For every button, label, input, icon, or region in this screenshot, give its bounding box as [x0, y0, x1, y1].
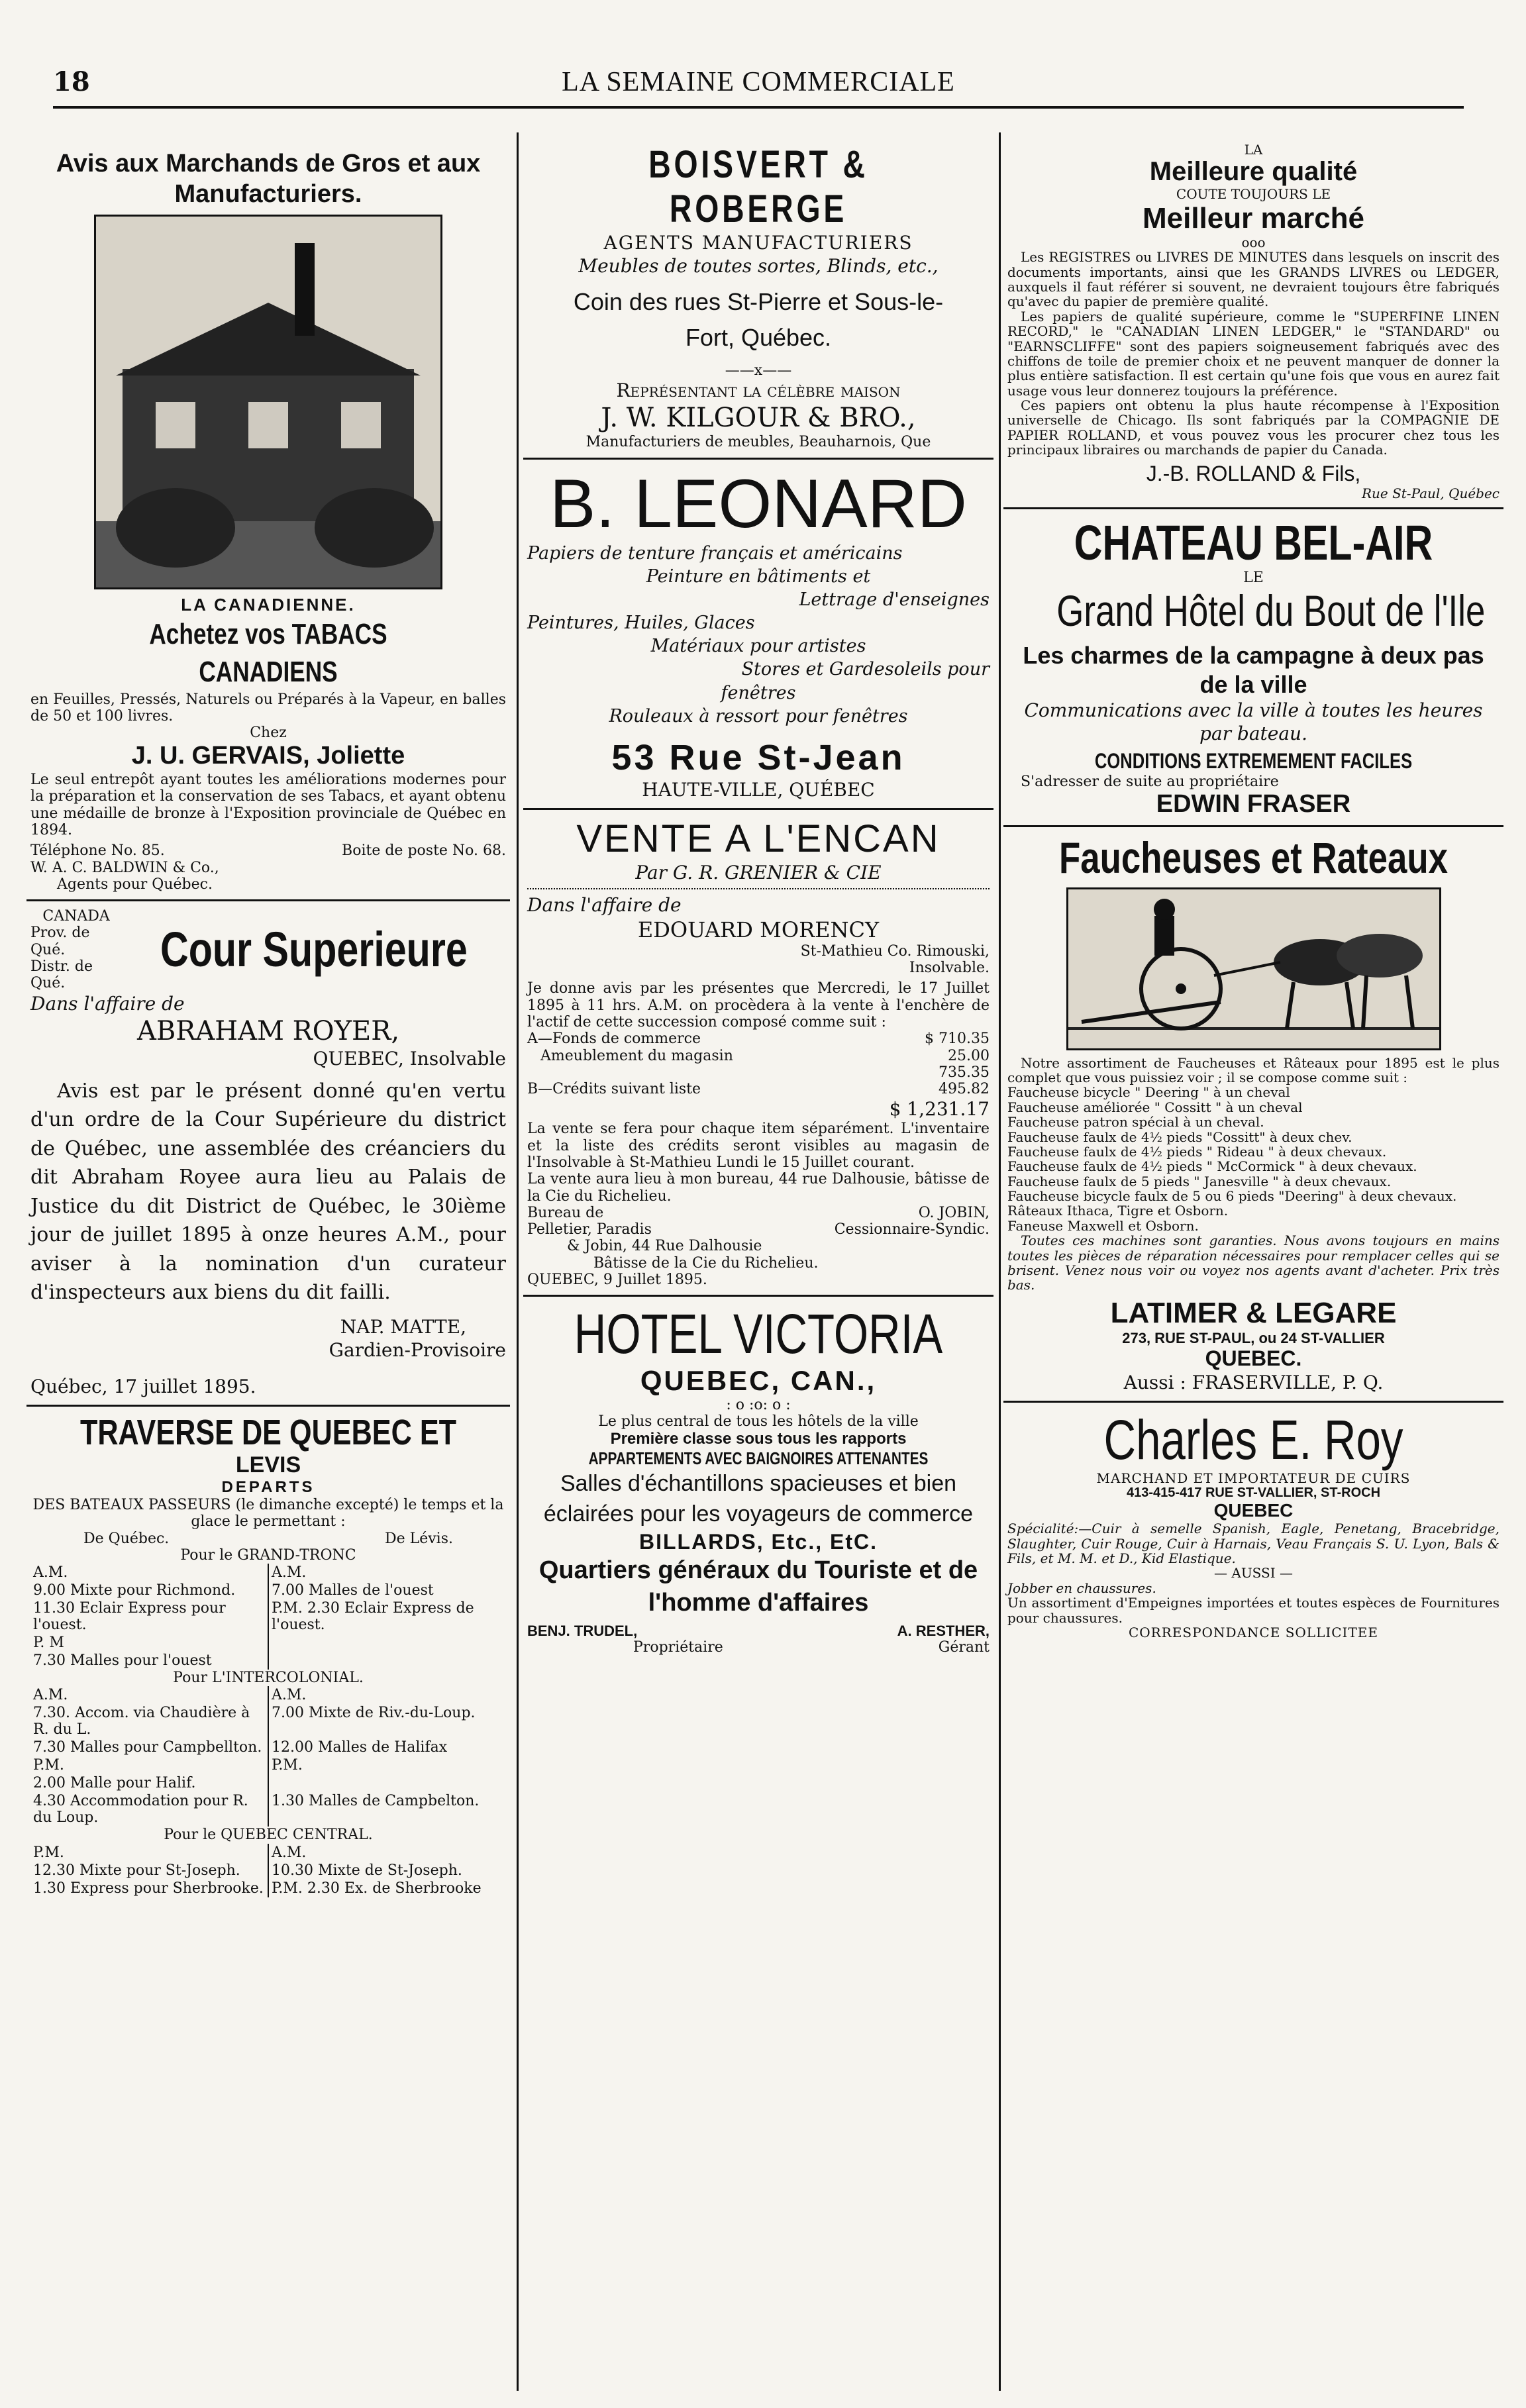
vente-pelletier: Pelletier, Paradis: [527, 1221, 652, 1238]
cour-distr: Distr. de Qué.: [30, 958, 93, 992]
from-quebec-cell: P. M: [30, 1634, 268, 1652]
leonard-service-line: Matériaux pour artistes: [650, 636, 866, 657]
tabacs-line1: Achetez vos TABACS CANADIENS: [149, 618, 387, 689]
from-levis-cell: A.M.: [272, 1564, 307, 1581]
vente-total: $ 1,231.17: [889, 1098, 990, 1121]
grand-tronc-row: [30, 1564, 506, 1581]
hotel-prop2: A. RESTHER,: [897, 1622, 990, 1639]
faucheuse-item: Faucheuse améliorée " Cossitt " à un cheval: [1007, 1099, 1303, 1115]
cour-canada: CANADA: [42, 908, 110, 925]
from-levis: De Lévis.: [384, 1530, 453, 1547]
column-3: [1003, 136, 1503, 2387]
faucheuses-ad: [1003, 827, 1503, 1403]
from-quebec-cell: 7.30 Malles pour Campbellton.: [30, 1738, 268, 1756]
from-levis-cell: 7.00 Mixte de Riv.-du-Loup.: [272, 1705, 476, 1722]
intercolonial-heading: Pour L'INTERCOLONIAL.: [173, 1670, 364, 1687]
vente-date: QUEBEC, 9 Juillet 1895.: [527, 1272, 707, 1289]
cour-jurisdiction: [30, 908, 122, 991]
faucheuses-firm: LATIMER & LEGARE: [1110, 1296, 1397, 1329]
roy-specialite: Spécialité:—Cuir à semelle Spanish, Eagle, Penetang, Bracebridge, Slaughter, Cuir Rouge, Cuir à Harnais, Veau Français S. U. Lyon, Bals & Fils, et M. M. et D., Kid Elastique.: [1007, 1521, 1500, 1567]
vente-body2: La vente se fera pour chaque item séparément. L'inventaire et la liste des crédits seront visibles au magasin de l'Insolvable à St-Mathieu Lundi le 15 Juillet courant.: [527, 1121, 990, 1171]
leonard-service-line: Rouleaux à ressort pour fenêtres: [609, 705, 908, 727]
from-quebec: De Québec.: [83, 1530, 170, 1547]
roy-addr: 413-415-417 RUE ST-VALLIER, ST-ROCH: [1126, 1485, 1381, 1500]
traverse-ad: [26, 1407, 510, 1904]
boisvert-firm-desc: Manufacturiers de meubles, Beauharnois, Que: [585, 434, 931, 451]
page-number: 18: [53, 66, 90, 97]
from-levis-cell: A.M.: [272, 1687, 307, 1704]
hotel-billards: BILLARDS, Etc., EtC.: [638, 1529, 878, 1554]
vente-title: VENTE A L'ENCAN: [576, 817, 941, 860]
chateau-conditions: CONDITIONS EXTREMEMENT FACILES: [1094, 748, 1413, 773]
tabacs-heading: Avis aux Marchands de Gros et aux Manufacturiers.: [56, 150, 481, 208]
boisvert-name: BOISVERT & ROBERGE: [648, 143, 868, 230]
roy-ad: [1003, 1403, 1503, 1646]
cour-header: [30, 908, 506, 991]
boisvert-agents: AGENTS MANUFACTURIERS: [603, 232, 913, 254]
from-quebec-cell: 9.00 Mixte pour Richmond.: [30, 1581, 268, 1599]
quebec-central-row: [30, 1862, 506, 1880]
vente-dots: [527, 888, 990, 889]
tabacs-line2: en Feuilles, Pressés, Naturels ou Préparés à la Vapeur, en balles de 50 et 100 livres.: [30, 691, 506, 725]
tobacco-factory-illustration: [94, 215, 442, 589]
mower-illustration: [1066, 887, 1441, 1050]
vente-cessionnaire: Cessionnaire-Syndic.: [834, 1221, 990, 1238]
vente-status: Insolvable.: [909, 960, 990, 977]
tabacs-contact-row: [30, 842, 506, 859]
hotel-quartiers: Quartiers généraux du Touriste et de l'homme d'affaires: [538, 1556, 978, 1617]
boisvert-address: Coin des rues St-Pierre et Sous-le-Fort, Québec.: [573, 288, 944, 351]
cour-date: Québec, 17 juillet 1895.: [30, 1375, 256, 1397]
cour-prov: Prov. de Qué.: [30, 925, 90, 958]
quebec-central-row: [30, 1880, 506, 1897]
from-quebec-cell: 12.30 Mixte pour St-Joseph.: [30, 1862, 268, 1880]
chateau-comm: Communications avec la ville à toutes les heures par bateau.: [1024, 699, 1483, 744]
hotel-victoria-ad: [523, 1297, 993, 1662]
grand-tronc-schedule: [30, 1564, 506, 1670]
vente-ad: [523, 810, 993, 1297]
hotel-prop1: BENJ. TRUDEL,: [527, 1622, 638, 1639]
hotel-owner-titles: [527, 1639, 990, 1656]
intercolonial-row: [30, 1738, 506, 1756]
faucheuses-intro: Notre assortiment de Faucheuses et Râteaux pour 1895 est le plus complet que vous puissiez voir ; il se compose comme suit :: [1007, 1054, 1500, 1085]
from-levis-cell: P.M. 2.30 Ex. de Sherbrooke: [272, 1880, 482, 1897]
cour-place: QUEBEC, Insolvable: [313, 1047, 506, 1070]
vente-bureau: Bureau de: [527, 1204, 604, 1221]
hotel-central: Le plus central de tous les hôtels de la ville: [598, 1413, 919, 1430]
roy-jobber: Jobber en chaussures.: [1007, 1580, 1156, 1596]
faucheuse-item: Faucheuse bicycle faulx de 5 ou 6 pieds "Deering" à deux chevaux.: [1007, 1188, 1457, 1205]
faucheuse-item: Faneuse Maxwell et Osborn.: [1007, 1217, 1199, 1234]
boisvert-represent: Représentant la célèbre maison: [616, 379, 901, 402]
vente-line-a2: [527, 1048, 990, 1064]
vente-bureau-row: [527, 1205, 990, 1221]
chateau-ad: [1003, 509, 1503, 827]
page-header: [53, 60, 1464, 113]
hotel-owners: [527, 1623, 990, 1639]
rolland-coute: COUTE TOUJOURS LE: [1176, 186, 1331, 203]
cour-body: Avis est par le présent donné qu'en vertu d'un ordre de la Cour Supérieure du district de Québec, une assemblée des créanciers du dit Abraham Royee aura lieu au Palais de Justice du dit District de Québec, le 30ième jour de juillet 1895 à onze heures A.M., pour aviser à la nomination d'un curateur d'inspecteurs aux biens du dit failli.: [30, 1079, 506, 1305]
vente-a-value: $ 710.35: [925, 1030, 990, 1048]
from-quebec-cell: A.M.: [30, 1686, 268, 1704]
vente-body3: La vente aura lieu à mon bureau, 44 rue Dalhousie, bâtisse de la Cie du Richelieu.: [527, 1171, 990, 1205]
faucheuses-list: [1007, 1085, 1500, 1233]
leonard-service-line: fenêtres: [721, 682, 796, 703]
leonard-city: HAUTE-VILLE, QUÉBEC: [642, 778, 875, 801]
header-rule: [53, 106, 1464, 109]
traverse-origins: [30, 1530, 506, 1547]
vente-a2-label: Ameublement du magasin: [540, 1047, 733, 1064]
from-levis-cell: 12.00 Malles de Halifax: [272, 1739, 448, 1756]
from-levis-cell: 10.30 Mixte de St-Joseph.: [272, 1862, 462, 1879]
vente-affaire: Dans l'affaire de: [527, 893, 682, 916]
faucheuses-title: Faucheuses et Rateaux: [1059, 832, 1448, 882]
vente-subtotal: 735.35: [939, 1064, 990, 1081]
chateau-owner: EDWIN FRASER: [1156, 789, 1351, 818]
intercolonial-schedule: [30, 1686, 506, 1827]
rolland-p1: Les REGISTRES ou LIVRES DE MINUTES dans lesquels on inscrit des documents importants, ainsi que les GRANDS LIVRES ou LEDGER, auxquels il faut référer si souvent, ne devraient toujours être fabriqués qu'avec du papier de première qualité.: [1007, 249, 1500, 310]
from-levis-cell: P.M.: [272, 1757, 303, 1774]
column-divider-1: [517, 132, 519, 2391]
intercolonial-row: [30, 1756, 506, 1774]
cour-name: ABRAHAM ROYER,: [136, 1015, 400, 1046]
vente-addr1: & Jobin, 44 Rue Dalhousie: [567, 1238, 762, 1255]
rolland-p3: Ces papiers ont obtenu la plus haute récompense à l'Exposition universelle de Chicago. Ils sont fabriqués par la COMPAGNIE DE PAPIER ROLLAND, et vous pouvez vous les procurer chez tous les principaux libraires ou marchands de papier du Canada.: [1007, 397, 1500, 458]
intercolonial-row: [30, 1774, 506, 1792]
roy-aussi: — AUSSI —: [1214, 1565, 1293, 1581]
roy-assort: Un assortiment d'Empeignes importées et toutes espèces de Fournitures pour chaussures.: [1007, 1595, 1500, 1626]
column-divider-2: [999, 132, 1001, 2391]
rolland-marche: Meilleur marché: [1142, 201, 1365, 234]
rolland-ad: [1003, 136, 1503, 509]
from-quebec-cell: A.M.: [30, 1564, 268, 1581]
from-levis-cell: A.M.: [272, 1844, 307, 1861]
grand-tronc-row: [30, 1599, 506, 1634]
rolland-firm: J.-B. ROLLAND & Fils,: [1146, 461, 1361, 485]
from-levis-cell: P.M. 2.30 Eclair Express de l'ouest.: [272, 1600, 474, 1634]
faucheuses-city: QUEBEC.: [1205, 1346, 1302, 1371]
leonard-service-line: Peinture en bâtiments et: [646, 566, 871, 587]
from-quebec-cell: 1.30 Express pour Sherbrooke.: [30, 1880, 268, 1897]
from-levis-cell: [268, 1634, 506, 1652]
cour-superieure-ad: [26, 901, 510, 1406]
page-title: LA SEMAINE COMMERCIALE: [562, 67, 955, 97]
grand-tronc-row: [30, 1634, 506, 1652]
roy-corresp: CORRESPONDANCE SOLLICITEE: [1128, 1625, 1378, 1641]
from-quebec-cell: P.M.: [30, 1756, 268, 1774]
vente-body: Je donne avis par les présentes que Mercredi, le 17 Juillet 1895 à 11 hrs. A.M. on procèdera à la vente à l'enchère de l'actif de cette succession composé comme suit :: [527, 980, 990, 1030]
rolland-la: LA: [1244, 142, 1263, 158]
tabacs-merchant: J. U. GERVAIS, Joliette: [131, 742, 405, 770]
boisvert-meubles: Meubles de toutes sortes, Blinds, etc.,: [578, 255, 939, 277]
vente-line-b: [527, 1081, 990, 1097]
from-levis-cell: [268, 1652, 506, 1670]
from-quebec-cell: P.M.: [30, 1844, 268, 1862]
roy-name: Charles E. Roy: [1103, 1409, 1403, 1472]
faucheuse-item: Faucheuse patron spécial à un cheval.: [1007, 1114, 1264, 1130]
leonard-service-line: Papiers de tenture français et américains: [527, 542, 903, 564]
chateau-title: CHATEAU BEL-AIR: [1074, 515, 1433, 571]
boisvert-sep: ——x——: [725, 362, 792, 379]
vente-name: EDOUARD MORENCY: [637, 917, 880, 942]
faucheuses-guarantee: Toutes ces machines sont garanties. Nous avons toujours en mains toutes les pièces de réparation nécessaires pour remplacer celles qui se brisent. Venez nous voir ou voyez nos agents avant d'acheter. Prix très bas.: [1007, 1232, 1500, 1293]
leonard-address: 53 Rue St-Jean: [611, 737, 905, 778]
tabacs-agents2: Agents pour Québec.: [57, 876, 213, 893]
cour-signer-title: Gardien-Provisoire: [329, 1338, 506, 1361]
leonard-service-line: Lettrage d'enseignes: [799, 589, 990, 611]
horse-mower-engraving: [1068, 889, 1439, 1048]
from-quebec-cell: 11.30 Eclair Express pour l'ouest.: [30, 1599, 268, 1634]
tabacs-ad: [26, 136, 510, 901]
rolland-sep: ooo: [1241, 234, 1266, 250]
tabacs-chez: Chez: [250, 725, 287, 742]
vente-b-value: 495.82: [939, 1081, 990, 1098]
column-1: [26, 136, 510, 2387]
from-quebec-cell: 7.30. Accom. via Chaudière à R. du L.: [30, 1704, 268, 1738]
tabacs-agents: W. A. C. BALDWIN & Co.,: [30, 859, 219, 876]
traverse-title2: LEVIS: [235, 1452, 301, 1478]
intercolonial-row: [30, 1704, 506, 1738]
grand-tronc-row: [30, 1652, 506, 1670]
chateau-le: LE: [1243, 570, 1264, 587]
factory-engraving: [96, 217, 440, 587]
vente-a-label: A—Fonds de commerce: [527, 1030, 701, 1048]
hotel-sep: : o :o: o :: [726, 1396, 791, 1413]
cour-title: Cour Superieure: [160, 922, 468, 978]
quebec-central-heading: Pour le QUEBEC CENTRAL.: [164, 1827, 373, 1844]
rolland-p2: Les papiers de qualité supérieure, comme le "SUPERFINE LINEN RECORD," le "CANADIAN LINEN LEDGER," le "STANDARD" ou "EARNSCLIFFE" sont des papiers soigneusement fabriqués avec des chiffons de toile de premier choix et ne peuvent manquer de donner la plus entière satisfaction. Il est certain qu'une fois que vous en aurez fait usage vous leur donnerez toujours la préférence.: [1007, 308, 1500, 399]
hotel-prop2-title: Gérant: [938, 1638, 990, 1656]
chateau-adresser: S'adresser de suite au propriétaire: [1021, 773, 1279, 790]
hotel-city: QUEBEC, CAN.,: [640, 1364, 877, 1396]
tabacs-boite: Boite de poste No. 68.: [342, 842, 506, 860]
faucheuses-aussi: Aussi : FRASERVILLE, P. Q.: [1123, 1372, 1384, 1394]
faucheuse-item: Râteaux Ithaca, Tigre et Osborn.: [1007, 1203, 1229, 1219]
vente-jobin: O. JOBIN,: [918, 1204, 990, 1221]
intercolonial-row: [30, 1686, 506, 1704]
traverse-title1: TRAVERSE DE QUEBEC ET: [79, 1412, 457, 1452]
from-levis-cell: [268, 1774, 506, 1792]
hotel-name: HOTEL VICTORIA: [574, 1303, 943, 1366]
grand-tronc-row: [30, 1581, 506, 1599]
boisvert-ad: [523, 136, 993, 460]
quebec-central-row: [30, 1844, 506, 1862]
faucheuse-item: Faucheuse faulx de 4½ pieds " Rideau " à deux chevaux.: [1007, 1143, 1387, 1160]
grand-tronc-heading: Pour le GRAND-TRONC: [180, 1546, 356, 1564]
faucheuse-item: Faucheuse faulx de 5 pieds " Janesville " à deux chevaux.: [1007, 1173, 1392, 1189]
intercolonial-row: [30, 1792, 506, 1827]
vente-by: Par G. R. GRENIER & CIE: [635, 861, 882, 883]
hotel-prop1-title: Propriétaire: [633, 1638, 723, 1656]
faucheuse-item: Faucheuse bicycle " Deering " à un cheval: [1007, 1084, 1290, 1101]
rolland-firm-addr: Rue St-Paul, Québec: [1361, 485, 1500, 501]
chateau-grand: Grand Hôtel du Bout de l'Ile: [1056, 585, 1486, 635]
tabacs-desc: Le seul entrepôt ayant toutes les améliorations modernes pour la préparation et la conservation de ses Tabacs, et ayant obtenu une médaille de bronze à l'Exposition provinciale de Québec en 1894.: [30, 772, 506, 838]
vente-b-label: B—Crédits suivant liste: [527, 1081, 701, 1098]
roy-city: QUEBEC: [1213, 1500, 1294, 1521]
hotel-salles: Salles d'échantillons spacieuses et bien éclairées pour les voyageurs de commerce: [543, 1470, 974, 1527]
hotel-appart: APPARTEMENTS AVEC BAIGNOIRES ATTENANTES: [588, 1448, 929, 1468]
vente-addr2: Bâtisse de la Cie du Richelieu.: [593, 1254, 819, 1272]
traverse-departs: DEPARTS: [221, 1478, 315, 1496]
vente-place: St-Mathieu Co. Rimouski,: [800, 942, 990, 960]
leonard-services: [527, 542, 990, 728]
from-levis-cell: 1.30 Malles de Campbelton.: [272, 1793, 480, 1810]
leonard-ad: [523, 460, 993, 810]
tabacs-telephone: Téléphone No. 85.: [30, 842, 165, 860]
chateau-charmes: Les charmes de la campagne à deux pas de la ville: [1023, 642, 1484, 698]
rolland-meilleure: Meilleure qualité: [1149, 157, 1358, 187]
cour-affaire: Dans l'affaire de: [30, 992, 185, 1015]
faucheuse-item: Faucheuse faulx de 4½ pieds " McCormick " à deux chevaux.: [1007, 1158, 1417, 1175]
leonard-service-line: Peintures, Huiles, Glaces: [527, 613, 755, 634]
leonard-service-line: Stores et Gardesoleils pour: [741, 659, 990, 680]
from-quebec-cell: 7.30 Malles pour l'ouest: [30, 1652, 268, 1670]
from-quebec-cell: 4.30 Accommodation pour R. du Loup.: [30, 1792, 268, 1827]
vente-pelletier-row: [527, 1221, 990, 1238]
faucheuses-addr: 273, RUE ST-PAUL, ou 24 ST-VALLIER: [1122, 1329, 1385, 1346]
tabacs-image-caption: LA CANADIENNE.: [181, 595, 356, 615]
traverse-intro: DES BATEAUX PASSEURS (le dimanche excepté) le temps et la glace le permettant :: [32, 1497, 504, 1530]
roy-trade: MARCHAND ET IMPORTATEUR DE CUIRS: [1096, 1470, 1411, 1486]
faucheuse-item: Faucheuse faulx de 4½ pieds "Cossitt" à deux chev.: [1007, 1129, 1352, 1145]
column-2: [523, 136, 993, 2387]
from-quebec-cell: 2.00 Malle pour Halif.: [30, 1774, 268, 1792]
boisvert-firm: J. W. KILGOUR & BRO.,: [601, 403, 916, 434]
quebec-central-schedule: [30, 1844, 506, 1897]
hotel-classe: Première classe sous tous les rapports: [610, 1430, 907, 1448]
vente-a2-value: 25.00: [948, 1047, 990, 1064]
vente-line-a: [527, 1030, 990, 1047]
from-levis-cell: 7.00 Malles de l'ouest: [272, 1582, 434, 1599]
cour-signer: NAP. MATTE,: [340, 1315, 466, 1338]
leonard-name: B. LEONARD: [550, 465, 967, 542]
